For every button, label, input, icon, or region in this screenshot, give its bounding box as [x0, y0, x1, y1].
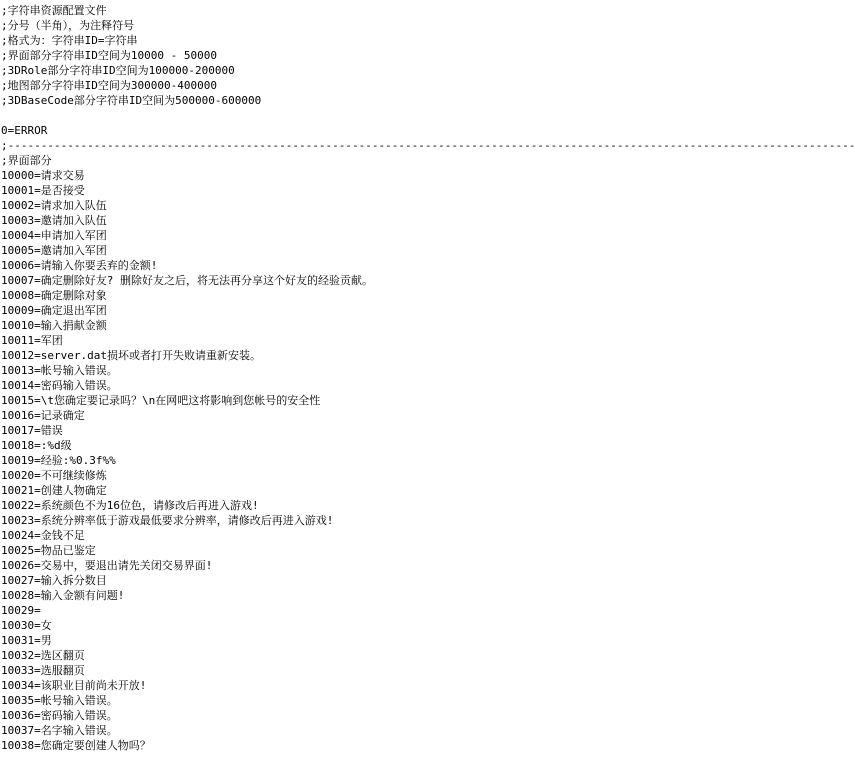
text-line: 10021=创建人物确定 — [1, 484, 107, 497]
text-line: 10033=选服翻页 — [1, 664, 85, 677]
text-line: 10030=女 — [1, 619, 52, 632]
text-line: 10029= — [1, 604, 41, 617]
text-line: 10038=您确定要创建人物吗？ — [1, 739, 151, 752]
text-line: 10031=男 — [1, 634, 52, 647]
text-line: 10024=金钱不足 — [1, 529, 85, 542]
text-line: 10036=密码输入错误。 — [1, 709, 118, 722]
text-line: 10017=错误 — [1, 424, 63, 437]
text-line: 10000=请求交易 — [1, 169, 85, 182]
text-line: ;界面部分字符串ID空间为10000 - 50000 — [1, 49, 217, 62]
text-line: 10020=不可继续修炼 — [1, 469, 107, 482]
text-line: 10032=选区翻页 — [1, 649, 85, 662]
text-line: ;3DBaseCode部分字符串ID空间为500000-600000 — [1, 94, 262, 107]
text-line: 10034=该职业目前尚未开放! — [1, 679, 147, 692]
text-line: ;分号（半角），为注释符号 — [1, 19, 135, 32]
text-line: 10005=邀请加入军团 — [1, 244, 107, 257]
text-line: ;-------------------------------------------------------------------------------------------------------------------------------- — [1, 139, 855, 152]
text-line: 10013=帐号输入错误。 — [1, 364, 118, 377]
text-line: 10007=确定删除好友? 删除好友之后，将无法再分享这个好友的经验贡献。 — [1, 274, 373, 287]
text-line: 10009=确定退出军团 — [1, 304, 107, 317]
text-line: 10018=:%d级 — [1, 439, 72, 452]
text-line: 10014=密码输入错误。 — [1, 379, 118, 392]
text-line: ;界面部分 — [1, 154, 52, 167]
text-line: 10015=\t您确定要记录吗？\n在网吧这将影响到您帐号的安全性 — [1, 394, 321, 407]
text-line: 10019=经验:%0.3f%% — [1, 454, 116, 467]
text-line: 10025=物品已鉴定 — [1, 544, 96, 557]
text-line — [1, 108, 648, 123]
text-line: ;地图部分字符串ID空间为300000-400000 — [1, 79, 217, 92]
text-line: 10002=请求加入队伍 — [1, 199, 107, 212]
text-line: 10037=名字输入错误。 — [1, 724, 118, 737]
text-line: 10011=军团 — [1, 334, 63, 347]
text-line: 10027=输入拆分数目 — [1, 574, 107, 587]
text-line: ;3DRole部分字符串ID空间为100000-200000 — [1, 64, 235, 77]
text-line: 10001=是否接受 — [1, 184, 85, 197]
text-line: 10016=记录确定 — [1, 409, 85, 422]
text-line: 10003=邀请加入队伍 — [1, 214, 107, 227]
text-line: 10028=输入金额有问题! — [1, 589, 125, 602]
text-line: 10022=系统颜色不为16位色，请修改后再进入游戏! — [1, 499, 259, 512]
text-line: 10008=确定删除对象 — [1, 289, 107, 302]
text-content — [1, 3, 855, 753]
text-line: 0=ERROR — [1, 124, 48, 137]
text-line: ;格式为：字符串ID=字符串 — [1, 34, 138, 47]
text-line: 10006=请输入你要丢弃的金额! — [1, 259, 158, 272]
text-line: 10012=server.dat损坏或者打开失败请重新安装。 — [1, 349, 261, 362]
text-line: 10004=申请加入军团 — [1, 229, 107, 242]
text-line: 10023=系统分辨率低于游戏最低要求分辨率，请修改后再进入游戏! — [1, 514, 334, 527]
text-line: 10035=帐号输入错误。 — [1, 694, 118, 707]
text-line: 10010=输入捐献金额 — [1, 319, 107, 332]
text-line: ;字符串资源配置文件 — [1, 4, 107, 17]
text-line: 10026=交易中，要退出请先关闭交易界面! — [1, 559, 213, 572]
